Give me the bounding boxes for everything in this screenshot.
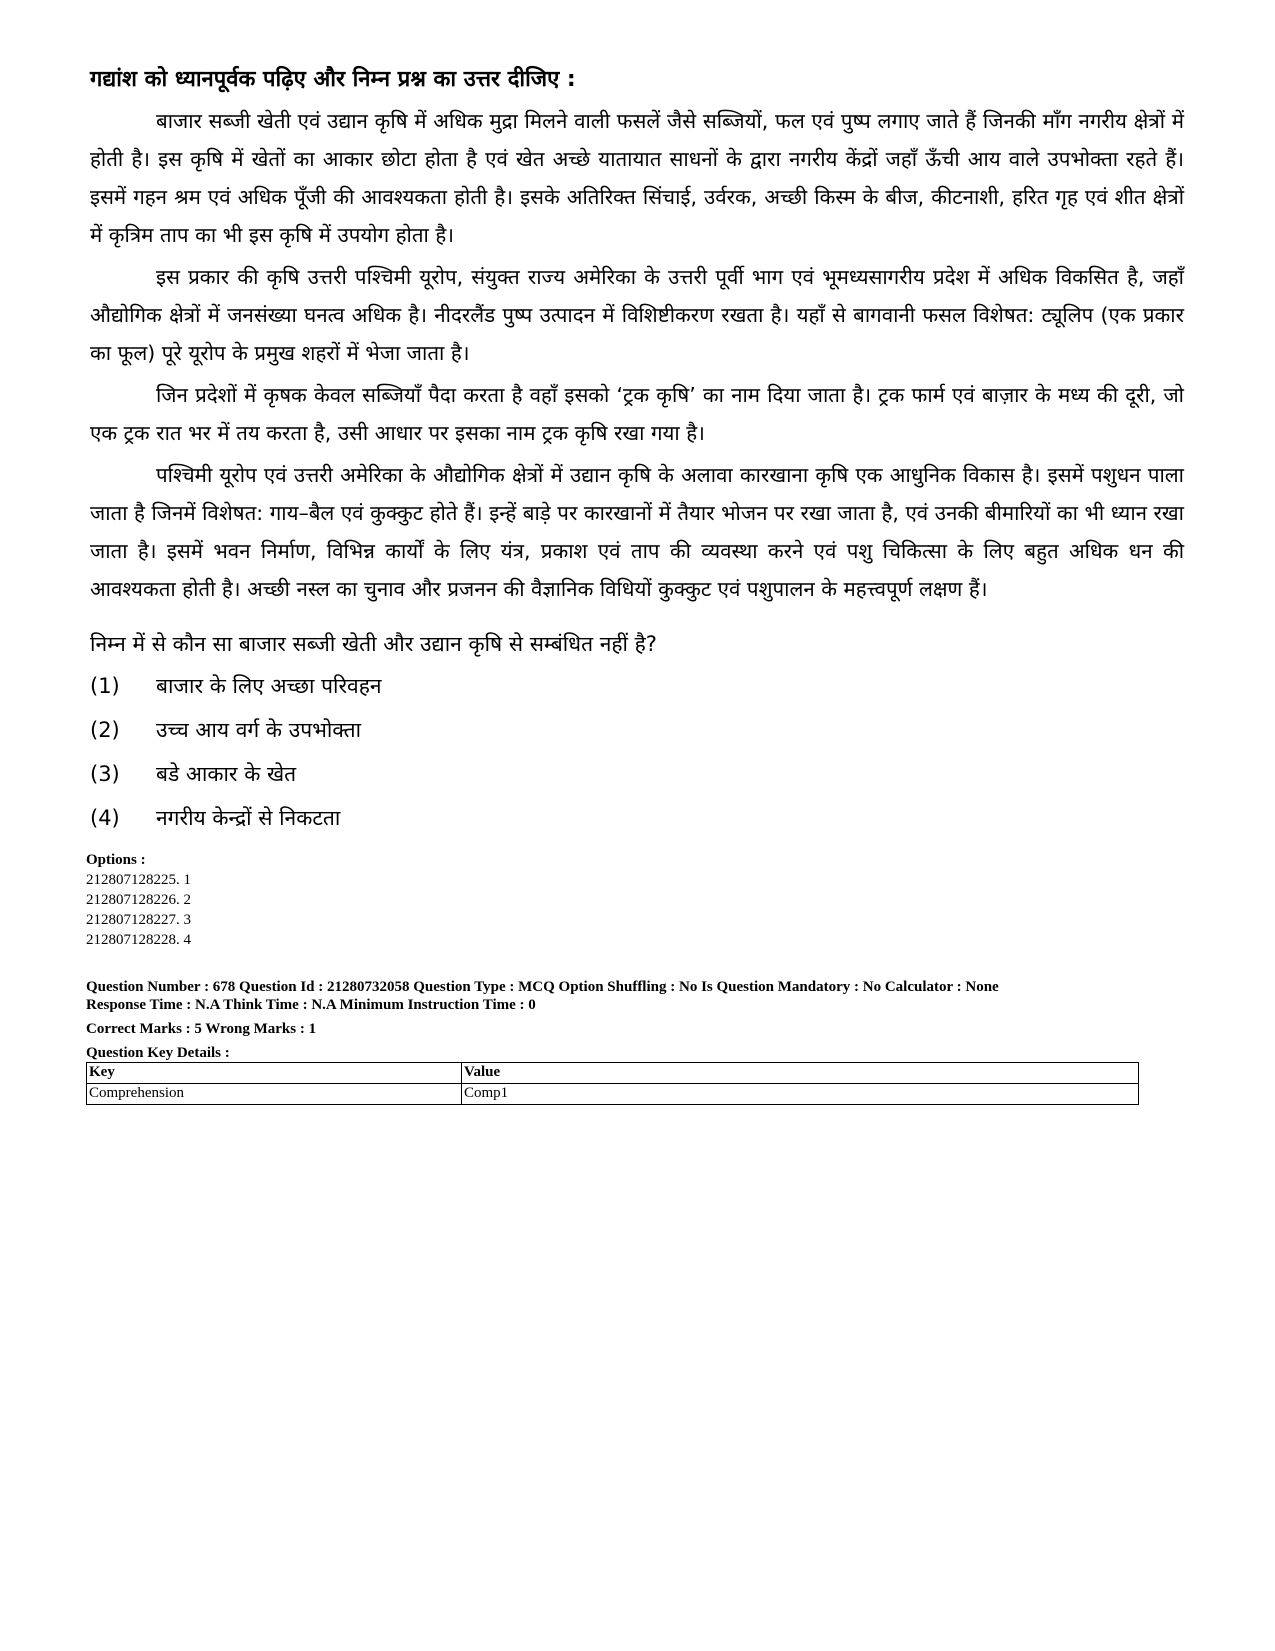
- table-row: [87, 1084, 1139, 1105]
- key-details-title: Question Key Details :: [86, 1045, 230, 1061]
- table-cell-value: Comp1: [462, 1084, 1139, 1105]
- choice-2: [90, 710, 1184, 754]
- table-cell-key: Comprehension: [87, 1084, 462, 1105]
- choice-text: उच्च आय वर्ग के उपभोक्ता: [156, 718, 362, 742]
- choice-number: (1): [90, 674, 120, 698]
- passage-paragraph-1: बाजार सब्जी खेती एवं उद्यान कृषि में अधिक मुद्रा मिलने वाली फसलें जैसे सब्जियों, फल एवं पुष्प लगाए जाते हैं जिनकी माँग नगरीय क्षेत्रों में होती है। इस कृषि में खेतों का आकार छोटा होता है एवं खेत अच्छे यातायात साधनों के द्वारा नगरीय केंद्रों जहाँ ऊँची आय वाले उपभोक्ता रहते हैं। इसमें गहन श्रम एवं अधिक पूँजी की आवश्यकता होती है। इसके अतिरिक्त सिंचाई, उर्वरक, अच्छी किस्म के बीज, कीटनाशी, हरित गृह एवं शीत क्षेत्रों में कृत्रिम ताप का भी इस कृषि में उपयोग होता है।: [90, 109, 1184, 247]
- options-title: Options :: [86, 852, 146, 868]
- table-header-value: Value: [462, 1063, 1139, 1084]
- choice-number: (4): [90, 806, 120, 830]
- passage-paragraph-4: पश्चिमी यूरोप एवं उत्तरी अमेरिका के औद्योगिक क्षेत्रों में उद्यान कृषि के अलावा कारखाना कृषि एक आधुनिक विकास है। इसमें पशुधन पाला जाता है जिनमें विशेषत: गाय–बैल एवं कुक्कुट होते हैं। इन्हें बाड़े पर कारखानों में तैयार भोजन पर रखा जाता है, एवं उनकी बीमारियों का भी ध्यान रखा जाता है। इसमें भवन निर्माण, विभिन्न कार्यों के लिए यंत्र, प्रकाश एवं ताप की व्यवस्था करने एवं पशु चिकित्सा के लिए बहुत अधिक धन की आवश्यकता होती है। अच्छी नस्ल का चुनाव और प्रजनन की वैज्ञानिक विधियों कुक्कुट एवं पशुपालन के महत्त्वपूर्ण लक्षण हैं।: [90, 463, 1184, 601]
- choice-text: बाजार के लिए अच्छा परिवहन: [156, 674, 382, 698]
- marks-line: Correct Marks : 5 Wrong Marks : 1: [86, 1021, 317, 1037]
- options-block: [86, 850, 1184, 950]
- option-id: 212807128225. 1: [86, 872, 191, 888]
- question-text: निम्न में से कौन सा बाजार सब्जी खेती और उद्यान कृषि से सम्बंधित नहीं है?: [90, 632, 657, 656]
- choice-number: (3): [90, 762, 120, 786]
- table-header-row: [87, 1063, 1139, 1084]
- question-page: [86, 62, 1184, 1105]
- choice-text: बडे आकार के खेत: [156, 762, 297, 786]
- question-meta-line-2: Response Time : N.A Think Time : N.A Minimum Instruction Time : 0: [86, 997, 536, 1013]
- choice-3: [90, 754, 1184, 798]
- passage-heading: गद्यांश को ध्यानपूर्वक पढ़िए और निम्न प्रश्न का उत्तर दीजिए :: [90, 67, 576, 92]
- question-meta: [86, 978, 1184, 1014]
- option-id: 212807128226. 2: [86, 892, 191, 908]
- choice-number: (2): [90, 718, 120, 742]
- passage-paragraph-2: इस प्रकार की कृषि उत्तरी पश्चिमी यूरोप, संयुक्त राज्य अमेरिका के उत्तरी पूर्वी भाग एवं भूमध्यसागरीय प्रदेश में अधिक विकसित है, जहाँ औद्योगिक क्षेत्रों में जनसंख्या घनत्व अधिक है। नीदरलैंड पुष्प उत्पादन में विशिष्टीकरण रखता है। यहाँ से बागवानी फसल विशेषत: ट्यूलिप (एक प्रकार का फूल) पूरे यूरोप के प्रमुख शहरों में भेजा जाता है।: [90, 265, 1184, 365]
- choice-4: [90, 798, 1184, 842]
- option-id: 212807128227. 3: [86, 912, 191, 928]
- key-details-table: [86, 1062, 1139, 1105]
- choice-1: [90, 666, 1184, 710]
- choice-text: नगरीय केन्द्रों से निकटता: [156, 806, 341, 830]
- table-header-key: Key: [87, 1063, 462, 1084]
- passage-paragraph-3: जिन प्रदेशों में कृषक केवल सब्जियाँ पैदा करता है वहाँ इसको ‘ट्रक कृषि’ का नाम दिया जाता है। ट्रक फार्म एवं बाज़ार के मध्य की दूरी, जो एक ट्रक रात भर में तय करता है, उसी आधार पर इसका नाम ट्रक कृषि रखा गया है।: [90, 383, 1184, 445]
- question-meta-line-1: Question Number : 678 Question Id : 21280732058 Question Type : MCQ Option Shuffling : No Is Question Mandatory : No Calculator : None: [86, 979, 999, 995]
- option-id: 212807128228. 4: [86, 932, 191, 948]
